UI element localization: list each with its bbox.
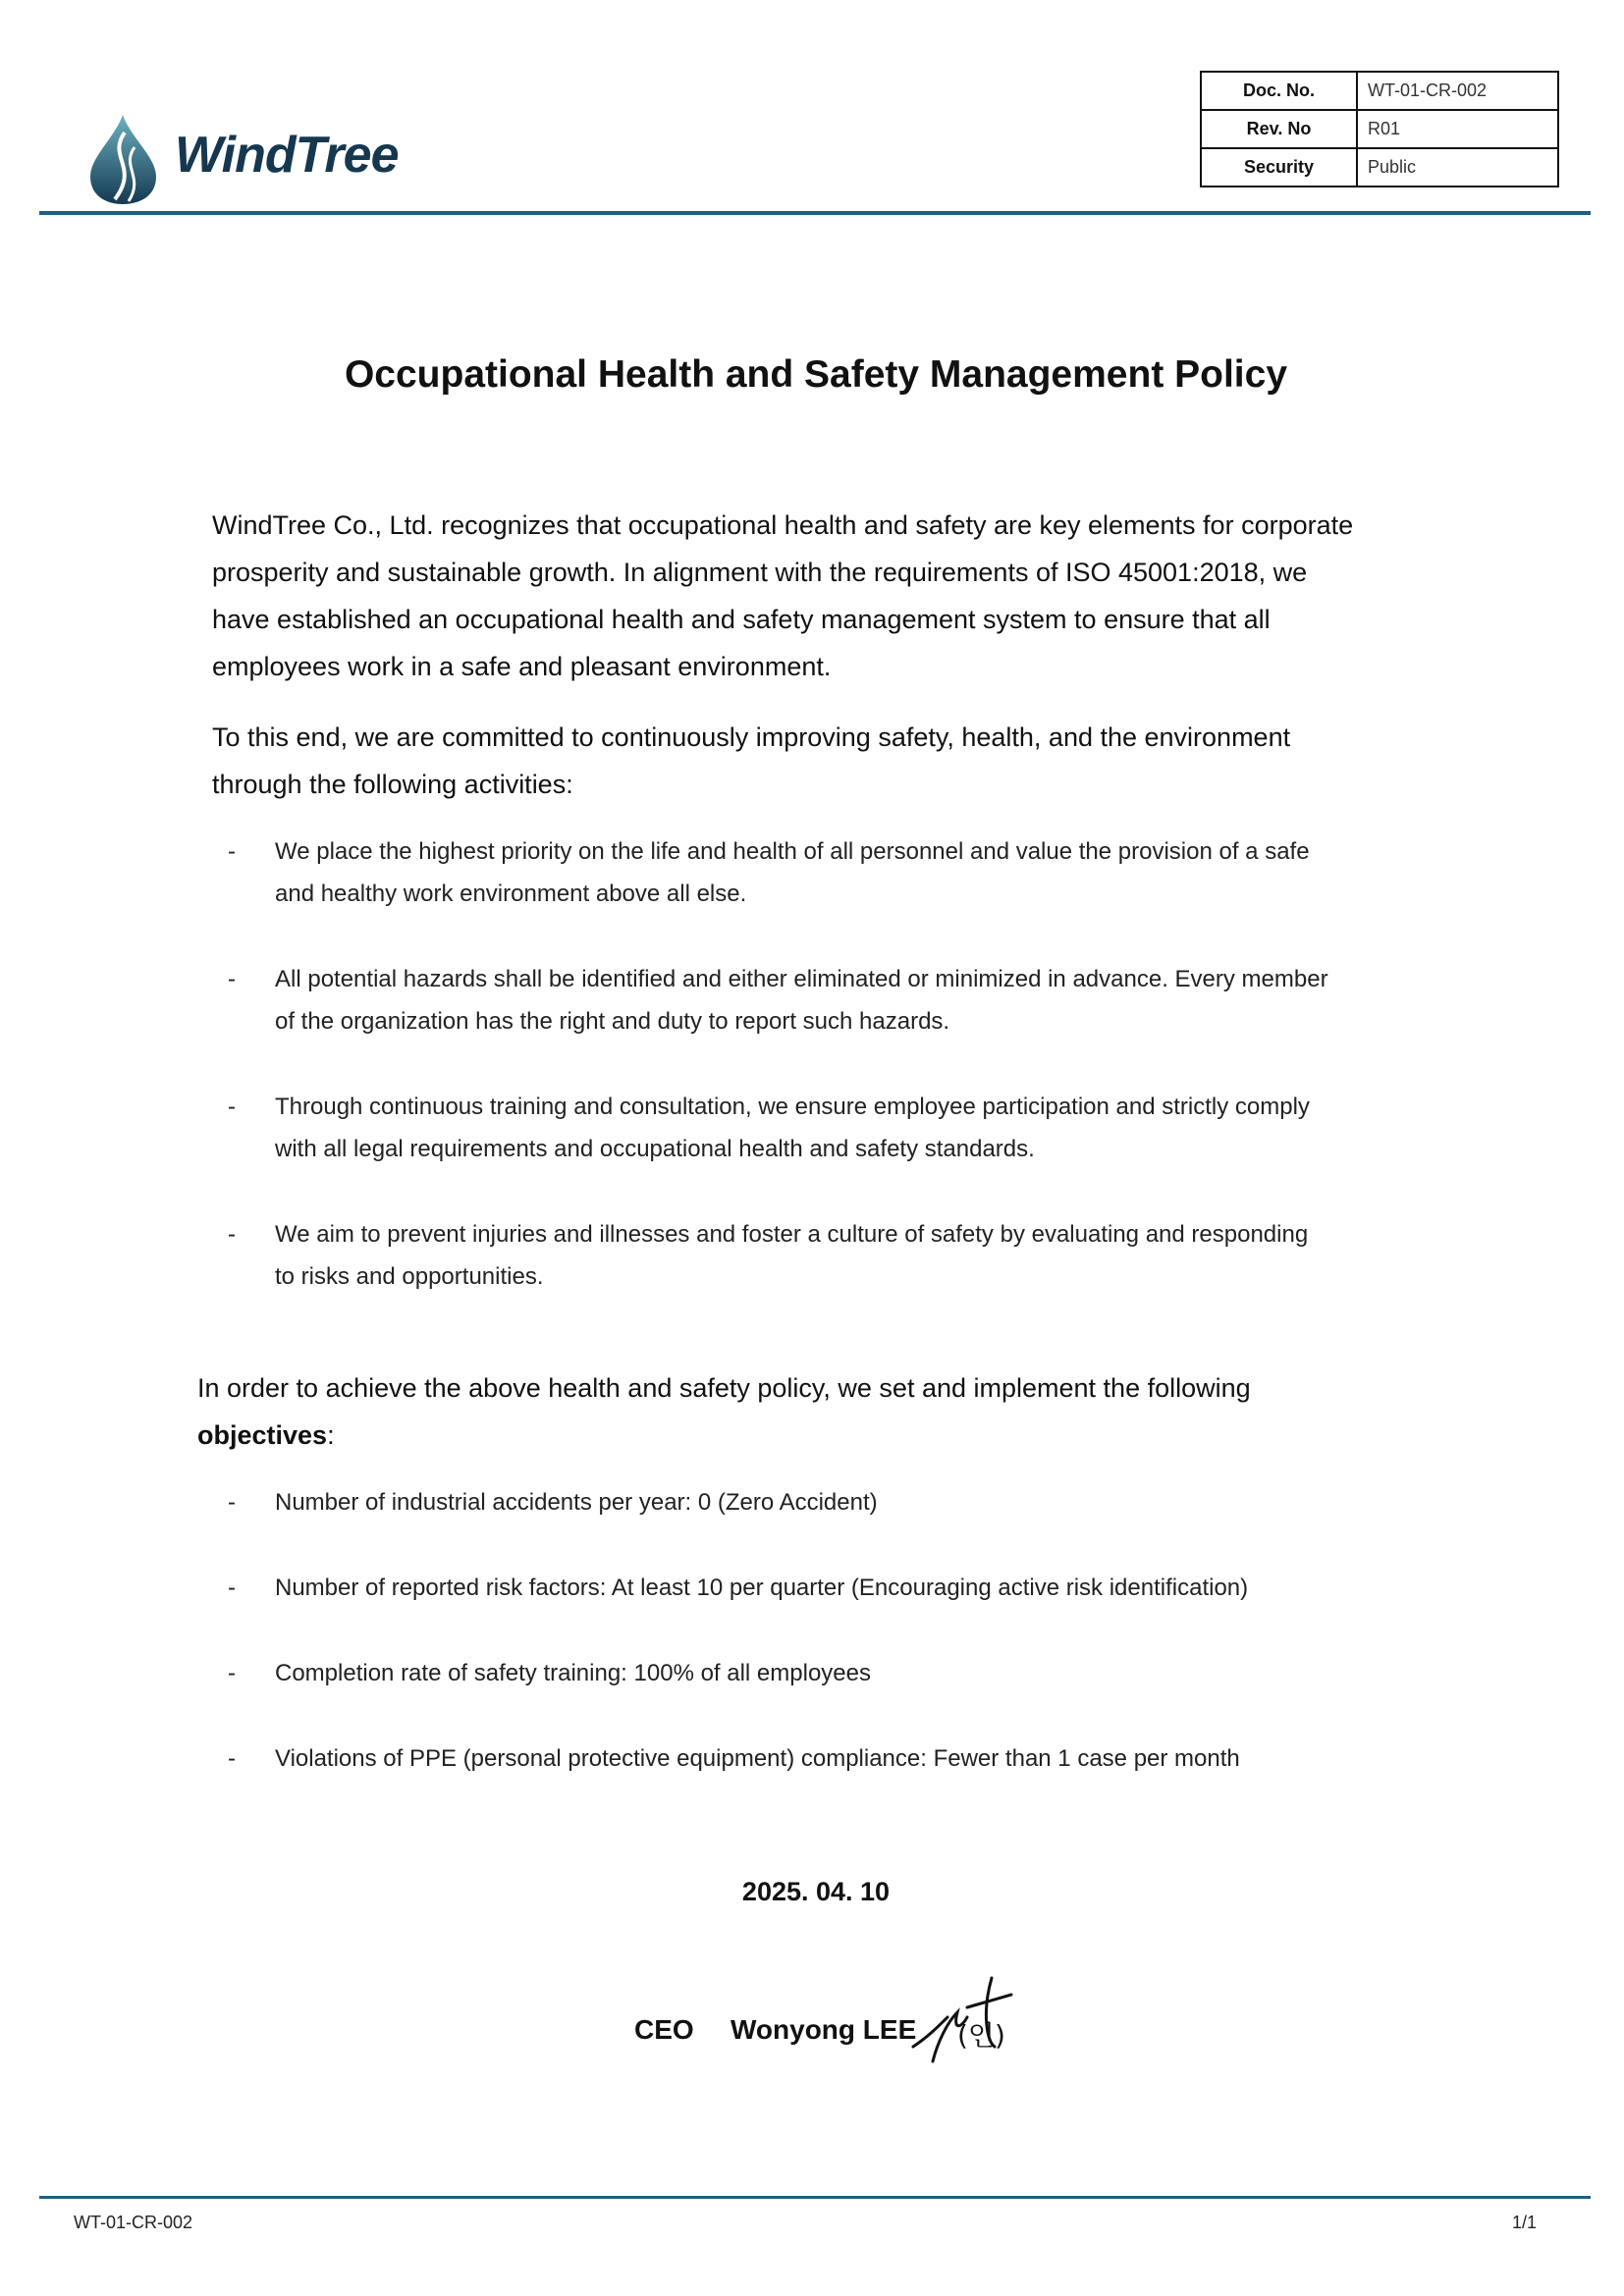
leaf-drop-icon	[85, 113, 174, 206]
colon: :	[327, 1420, 335, 1450]
text-line: prosperity and sustainable growth. In alignment with the requirements of ISO 45001:2018, we	[212, 558, 1308, 587]
bullet-dash: -	[228, 966, 236, 992]
bullet-dash: -	[228, 1575, 236, 1601]
objective-text: Number of industrial accidents per year: 0 (Zero Accident)	[275, 1489, 878, 1516]
text-line: with all legal requirements and occupational health and safety standards.	[275, 1136, 1035, 1162]
text-line: of the organization has the right and duty to report such hazards.	[275, 1008, 950, 1035]
bullet-dash: -	[228, 1489, 236, 1516]
meta-label: Security	[1201, 148, 1357, 187]
meta-value: WT-01-CR-002	[1357, 72, 1558, 110]
objectives-intro	[197, 1364, 1572, 1459]
meta-label: Doc. No.	[1201, 72, 1357, 110]
objective-text: Violations of PPE (personal protective equipment) compliance: Fewer than 1 case per month	[275, 1745, 1240, 1772]
meta-row	[1201, 148, 1558, 187]
page-title: Occupational Health and Safety Management Policy	[344, 353, 1288, 396]
header-divider	[39, 211, 1591, 215]
bullet-dash: -	[228, 838, 236, 865]
logo-text: WindTree	[175, 127, 399, 184]
objective-text: Number of reported risk factors: At least 10 per quarter (Encouraging active risk identification)	[275, 1575, 1249, 1601]
text-line: We place the highest priority on the life and health of all personnel and value the provision of a safe	[275, 838, 1310, 865]
bullet-dash: -	[228, 1094, 236, 1120]
text-line: have established an occupational health and safety management system to ensure that all	[212, 605, 1271, 634]
footer-page-number: 1/1	[1512, 2213, 1538, 2232]
objectives-label: objectives	[197, 1420, 328, 1450]
text-line: All potential hazards shall be identified and either eliminated or minimized in advance. Every member	[275, 966, 1328, 992]
bullet-dash: -	[228, 1221, 236, 1248]
bullet-dash: -	[228, 1745, 236, 1772]
objective-text: Completion rate of safety training: 100% of all employees	[275, 1660, 871, 1686]
meta-row	[1201, 72, 1558, 110]
footer-doc-number: WT-01-CR-002	[74, 2213, 193, 2232]
handwritten-signature	[908, 1973, 1016, 2071]
meta-value: R01	[1357, 110, 1558, 148]
signatory-name: Wonyong LEE	[731, 2014, 917, 2045]
commitment-paragraph	[212, 714, 1587, 808]
text-line: WindTree Co., Ltd. recognizes that occupational health and safety are key elements for corporate	[212, 510, 1354, 540]
meta-value: Public	[1357, 148, 1558, 187]
windtree-logo	[85, 113, 174, 206]
text-line: to risks and opportunities.	[275, 1263, 544, 1290]
seal-mark: (인)	[957, 2019, 1005, 2052]
text-line: through the following activities:	[212, 770, 573, 799]
policy-date: 2025. 04. 10	[741, 1877, 891, 1906]
bullet-dash: -	[228, 1660, 236, 1686]
text-line: and healthy work environment above all else.	[275, 881, 747, 907]
text-line: Through continuous training and consultation, we ensure employee participation and strictly comply	[275, 1094, 1310, 1120]
intro-paragraph	[212, 502, 1587, 690]
text-line: In order to achieve the above health and safety policy, we set and implement the following	[197, 1373, 1251, 1403]
text-line: To this end, we are committed to continuously improving safety, health, and the environment	[212, 722, 1291, 752]
signatory-title: CEO	[634, 2014, 694, 2045]
meta-label: Rev. No	[1201, 110, 1357, 148]
document-meta-table	[1200, 71, 1559, 187]
text-line: employees work in a safe and pleasant environment.	[212, 652, 832, 681]
text-line: We aim to prevent injuries and illnesses and foster a culture of safety by evaluating and responding	[275, 1221, 1309, 1248]
meta-row	[1201, 110, 1558, 148]
footer-divider	[39, 2196, 1591, 2199]
